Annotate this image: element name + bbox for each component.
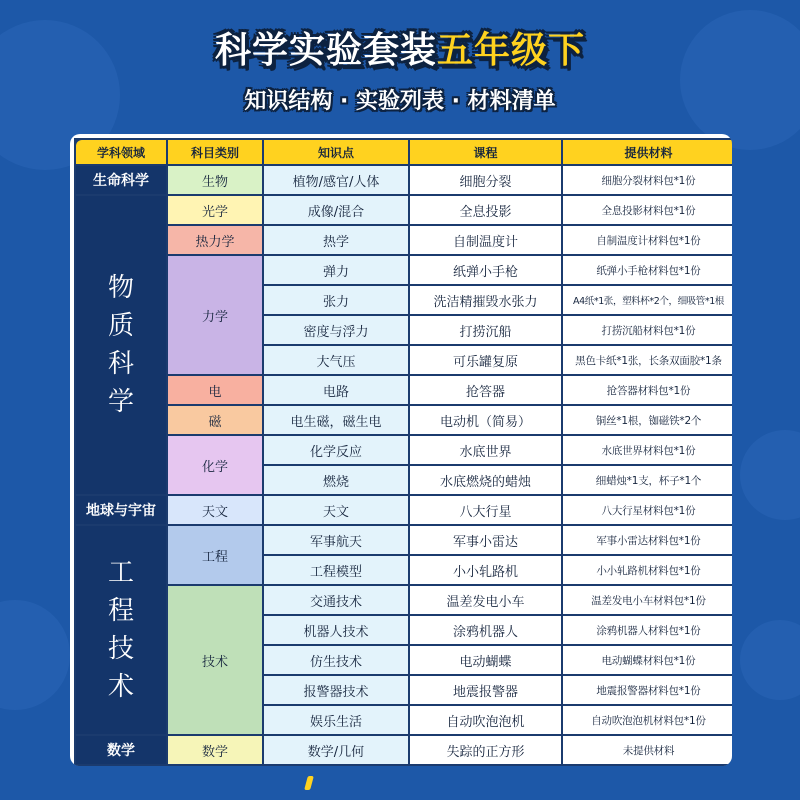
title-main: 科学实验套装 [214, 30, 437, 71]
material-cell: 涂鸦机器人材料包*1份 [563, 616, 732, 644]
course-cell: 打捞沉船 [410, 316, 561, 344]
knowledge-point-cell: 化学反应 [264, 436, 408, 464]
category-cell: 技术 [168, 586, 262, 734]
category-cell: 化学 [168, 436, 262, 494]
course-cell: 军事小雷达 [410, 526, 561, 554]
course-cell: 细胞分裂 [410, 166, 561, 194]
material-cell: 抢答器材料包*1份 [563, 376, 732, 404]
knowledge-point-cell: 张力 [264, 286, 408, 314]
course-cell: 地震报警器 [410, 676, 561, 704]
knowledge-point-cell: 数学/几何 [264, 736, 408, 764]
material-cell: 八大行星材料包*1份 [563, 496, 732, 524]
material-cell: 打捞沉船材料包*1份 [563, 316, 732, 344]
material-cell: 细蜡烛*1支，杯子*1个 [563, 466, 732, 494]
background-decoration [740, 430, 800, 520]
domain-char: 工 [107, 558, 134, 588]
category-cell: 热力学 [168, 226, 262, 254]
category-cell: 生物 [168, 166, 262, 194]
category-cell: 天文 [168, 496, 262, 524]
course-cell: 洗洁精摧毁水张力 [410, 286, 561, 314]
column-header: 学科领域 [76, 140, 166, 164]
course-cell: 自动吹泡泡机 [410, 706, 561, 734]
domain-cell [76, 526, 166, 734]
background-decoration [0, 600, 70, 710]
domain-char: 程 [107, 596, 134, 626]
knowledge-point-cell: 热学 [264, 226, 408, 254]
material-cell: 温差发电小车材料包*1份 [563, 586, 732, 614]
column-header: 提供材料 [563, 140, 732, 164]
knowledge-point-cell: 交通技术 [264, 586, 408, 614]
course-cell: 可乐罐复原 [410, 346, 561, 374]
background-decoration [740, 620, 800, 700]
material-cell: 自动吹泡泡机材料包*1份 [563, 706, 732, 734]
knowledge-point-cell: 植物/感官/人体 [264, 166, 408, 194]
knowledge-point-cell: 电生磁，磁生电 [264, 406, 408, 434]
material-cell: 水底世界材料包*1份 [563, 436, 732, 464]
knowledge-point-cell: 仿生技术 [264, 646, 408, 674]
knowledge-point-cell: 军事航天 [264, 526, 408, 554]
material-cell: 军事小雷达材料包*1份 [563, 526, 732, 554]
knowledge-point-cell: 工程模型 [264, 556, 408, 584]
course-cell: 失踪的正方形 [410, 736, 561, 764]
knowledge-point-cell: 天文 [264, 496, 408, 524]
domain-label-vertical [76, 554, 166, 706]
material-cell: 地震报警器材料包*1份 [563, 676, 732, 704]
category-cell: 数学 [168, 736, 262, 764]
domain-cell: 生命科学 [76, 166, 166, 194]
material-cell: 电动蝴蝶材料包*1份 [563, 646, 732, 674]
domain-cell: 数学 [76, 736, 166, 764]
material-cell: 自制温度计材料包*1份 [563, 226, 732, 254]
knowledge-point-cell: 电路 [264, 376, 408, 404]
knowledge-point-cell: 机器人技术 [264, 616, 408, 644]
knowledge-point-cell: 密度与浮力 [264, 316, 408, 344]
page-subtitle: 知识结构 · 实验列表 · 材料清单 [244, 89, 556, 114]
material-cell: 小小轧路机材料包*1份 [563, 556, 732, 584]
domain-char: 学 [107, 387, 134, 417]
domain-char: 质 [107, 311, 134, 341]
curriculum-table-panel [70, 134, 732, 766]
knowledge-point-cell: 报警器技术 [264, 676, 408, 704]
material-cell: 未提供材料 [563, 736, 732, 764]
domain-cell: 地球与宇宙 [76, 496, 166, 524]
domain-char: 技 [107, 634, 134, 664]
category-cell: 磁 [168, 406, 262, 434]
knowledge-point-cell: 成像/混合 [264, 196, 408, 224]
category-cell: 光学 [168, 196, 262, 224]
category-cell: 力学 [168, 256, 262, 374]
column-header: 知识点 [264, 140, 408, 164]
course-cell: 电动机（简易） [410, 406, 561, 434]
title-grade-highlight: 五年级下 [437, 30, 586, 71]
footer-mark [304, 776, 314, 790]
material-cell: 黑色卡纸*1张，长条双面胶*1条 [563, 346, 732, 374]
course-cell: 自制温度计 [410, 226, 561, 254]
material-cell: 细胞分裂材料包*1份 [563, 166, 732, 194]
column-header: 科目类别 [168, 140, 262, 164]
course-cell: 纸弹小手枪 [410, 256, 561, 284]
material-cell: 全息投影材料包*1份 [563, 196, 732, 224]
course-cell: 涂鸦机器人 [410, 616, 561, 644]
course-cell: 小小轧路机 [410, 556, 561, 584]
knowledge-point-cell: 弹力 [264, 256, 408, 284]
knowledge-point-cell: 大气压 [264, 346, 408, 374]
curriculum-table [74, 138, 732, 766]
course-cell: 电动蝴蝶 [410, 646, 561, 674]
course-cell: 抢答器 [410, 376, 561, 404]
course-cell: 八大行星 [410, 496, 561, 524]
material-cell: 铜丝*1根，铷磁铁*2个 [563, 406, 732, 434]
domain-label-vertical [76, 269, 166, 421]
column-header: 课程 [410, 140, 561, 164]
material-cell: 纸弹小手枪材料包*1份 [563, 256, 732, 284]
domain-char: 术 [107, 672, 134, 702]
course-cell: 温差发电小车 [410, 586, 561, 614]
course-cell: 水底世界 [410, 436, 561, 464]
category-cell: 电 [168, 376, 262, 404]
course-cell: 全息投影 [410, 196, 561, 224]
knowledge-point-cell: 娱乐生活 [264, 706, 408, 734]
material-cell: A4纸*1张，塑料杯*2个，细吸管*1根 [563, 286, 732, 314]
category-cell: 工程 [168, 526, 262, 584]
domain-char: 科 [107, 349, 134, 379]
domain-cell [76, 196, 166, 494]
course-cell: 水底燃烧的蜡烛 [410, 466, 561, 494]
domain-char: 物 [107, 273, 134, 303]
knowledge-point-cell: 燃烧 [264, 466, 408, 494]
page-title [0, 22, 800, 78]
